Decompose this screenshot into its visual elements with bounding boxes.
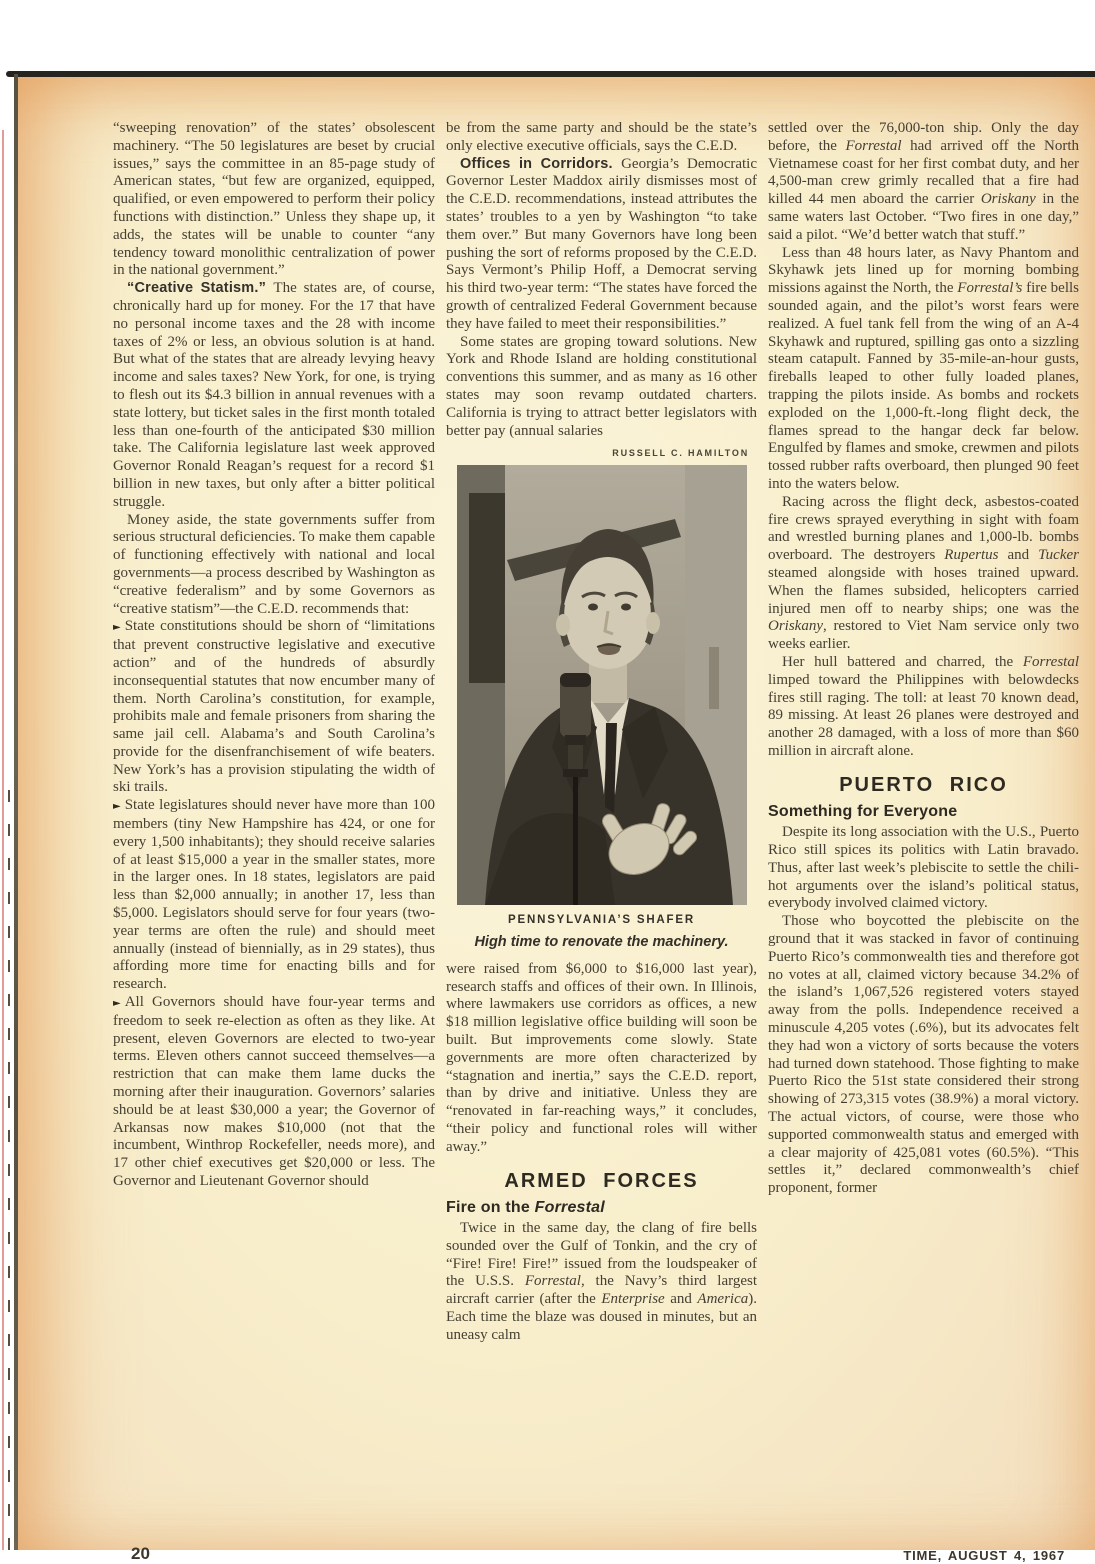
bullet-triangle-icon: ► bbox=[113, 801, 121, 813]
article-paragraph bbox=[768, 120, 1079, 245]
text-segment: Less than 48 hours later, as Navy Phantom and Skyhawk jets lined up for morning bombing missions against the North, the bbox=[768, 244, 1079, 297]
article-paragraph bbox=[446, 334, 757, 441]
text-segment: Forrestal bbox=[534, 1199, 605, 1217]
run-in-heading: Offices in Corridors. bbox=[460, 155, 622, 172]
text-segment: settled over the 76,000-ton ship. Only the day before, the bbox=[768, 120, 1079, 154]
text-segment: Despite its long association with the U.S., Puerto Rico still spices its politics with Latin bravado. Thus, after last week’s plebiscite to settle the chili-hot arguments over the island’s political status, everybody involved claimed victory. bbox=[768, 824, 1079, 912]
text-segment: had arrived off the North Vietnamese coast for her first combat duty, and her 4,500-man crew grimly recalled that a fire had killed 44 men aboard the carrier bbox=[768, 137, 1080, 208]
text-segment: “sweeping renovation” of the states’ obsolescent machinery. “The 50 legislatures are beset by crucial issues,” says the committee in an 85-page study of American states, “but few are organized, equipped, qualified, or even empowered to perform their policy functions with distinction.” Unless they shape up, it adds, the states will be unable to counter “any tendency toward monolithic centralization of power in the national government.” bbox=[113, 120, 435, 279]
article-paragraph bbox=[768, 245, 1079, 494]
section-heading-puerto-rico: PUERTO RICO bbox=[839, 773, 1008, 796]
text-segment: The states are, of course, chronically hard up for money. For the 17 that have no personal income taxes and the 28 with income taxes of 2% or less, an obvious solution is at hand. But what of the states that are already levying heavy income and sales taxes? New York, for one, is trying to flesh out its $4.3 billion in annual revenues with a state lottery, but ticket sales in the first month totaled less than one-fourth of the anticipated $30 million take. The California legislature last week approved Governor Ronald Reagan’s request for a record $1 billion in new taxes, but only after a bitter political struggle. bbox=[113, 280, 435, 510]
bullet-triangle-icon: ► bbox=[113, 998, 121, 1010]
text-segment: , restored to Viet Nam service only two weeks earlier. bbox=[768, 618, 1079, 653]
text-segment: Forrestal’s bbox=[957, 280, 1023, 297]
text-segment: be from the same party and should be the state’s only elective executive officials, says the C.E.D. bbox=[446, 120, 757, 154]
bullet-item bbox=[113, 618, 435, 797]
story-heading bbox=[446, 1199, 757, 1217]
text-segment: Forrestal bbox=[845, 137, 902, 154]
text-segment: All Governors should have four-year terms and freedom to seek re-election as often as they like. At present, eleven Governors are elected to two-year terms. Eleven others cannot succeed themselves—a restriction that can make them lame ducks the morning after their inauguration. Governors’ salaries should be at least $30,000 a year; the Governor of Arkansas now makes $10,000 (not that the incumbent, Winthrop Rockefeller, needs more), and 17 other chief executives get $20,000 or less. The Governor and Lieutenant Governor should bbox=[113, 994, 435, 1190]
caption-text: High time to renovate the machinery. bbox=[474, 933, 729, 950]
issue-footer: TIME, AUGUST 4, 1967 bbox=[903, 1548, 1065, 1563]
article-content bbox=[113, 120, 1079, 1345]
photo-caption bbox=[446, 912, 757, 952]
article-paragraph bbox=[768, 494, 1079, 654]
article-paragraph bbox=[113, 512, 435, 619]
story-heading bbox=[768, 803, 1079, 821]
magazine-page bbox=[18, 77, 1095, 1563]
text-segment: Enterprise bbox=[601, 1291, 665, 1308]
page-stack-edge-line bbox=[2, 130, 4, 1550]
text-segment: America bbox=[697, 1291, 749, 1308]
section-heading-armed-forces: ARMED FORCES bbox=[504, 1169, 699, 1192]
portrait-photo-illustration bbox=[457, 465, 747, 905]
photo-credit: RUSSELL C. HAMILTON bbox=[612, 448, 749, 459]
governor-shafer-photo bbox=[457, 465, 747, 905]
column-3 bbox=[768, 120, 1079, 1345]
text-segment: Forrestal bbox=[1022, 653, 1079, 670]
binding-marks bbox=[8, 790, 10, 1550]
text-segment: Fire on the bbox=[446, 1199, 535, 1217]
text-segment: Some states are groping toward solutions. New York and Rhode Island are holding constitutional conventions this summer, and as many as 16 other states may soon revamp outdated charters. California is trying to attract better legislators with better pay (annual salaries bbox=[446, 333, 757, 439]
bullet-item bbox=[113, 994, 435, 1191]
text-segment: Those who boycotted the plebiscite on the ground that it was stacked in favor of continuing Puerto Rico’s commonwealth ties and therefore got no votes at all, claimed victory because 34.2% of the island’s 1,067,526 registered voters stayed away from the polls. Independence received a minuscule 4,205 votes (.6%), but its advocates felt they had won a victory of sorts because the voters had turned down statehood. Those fighting to make Puerto Rico the 51st state considered their strong showing of 273,315 votes (38.9%) a moral victory. The actual victors, of course, were those who supported commonwealth status and emerged with a clear majority of 425,081 votes (60.5%). “This settles it,” declared commonwealth’s chief proponent, former bbox=[768, 913, 1079, 1197]
text-segment: fire bells sounded again, and the pilot’s worst fears were realized. A fuel tank fell from the wing of an A-4 Skyhawk and ruptured, spilling gas onto a sizzling steam catapult. Fanned by 35-mile-an-hour gusts, fireballs leaped to other fully loaded planes, trapping the pilots inside. As bombs and rockets exploded on the 1,000-ft.-long flight deck, the flames spread to the hangar deck far below. Engulfed by flames and smoke, crewmen and pilots tossed rubber rafts overboard, then plunged 90 feet into the waters below. bbox=[768, 280, 1079, 492]
text-segment: State constitutions should be shorn of “limitations that prevent constructive legislative and executive action” and of the hundreds of absurdly inconsequential statutes that now encumber many of them. North Carolina’s constitution, for example, prohibits male and female prisoners from sharing the same jail cell. Alabama’s and South Carolina’s provide for the disenfranchisement of wife beaters. New York’s has a provision stipulating the width of ski trails. bbox=[113, 618, 435, 796]
text-segment: Twice in the same day, the clang of fire bells sounded over the Gulf of Tonkin, and the cry of “Fire! Fire! Fire!” issued from the loudspeaker of the U.S.S. bbox=[446, 1220, 757, 1290]
article-paragraph bbox=[113, 280, 435, 511]
text-segment: Something for Everyone bbox=[768, 803, 958, 821]
text-segment: Oriskany bbox=[768, 618, 823, 635]
text-segment: limped toward the Philippines with belowdecks fires still raging. The toll: at least 70 known dead, 89 missing. At least 26 planes were destroyed and another 28 damaged, with a loss of more than $60 million in aircraft alone. bbox=[768, 671, 1079, 759]
text-segment: Georgia’s Democratic Governor Lester Maddox airily dismisses most of the C.E.D. recommendations, instead attributes the states’ troubles to a yen by Washington “to take them over.” But many Governors have long been pushing the sort of reforms proposed by the C.E.D. Says Vermont’s Philip Hoff, a Democrat serving his third two-year term: “The states have forced the growth of centralized Federal Government because they have failed to meet their responsibilities.” bbox=[446, 155, 758, 332]
text-segment: Her hull battered and charred, the bbox=[782, 653, 1023, 670]
text-segment: and bbox=[664, 1291, 698, 1308]
text-segment: Oriskany bbox=[980, 191, 1036, 208]
text-segment: State legislatures should never have more than 100 members (tiny New Hampshire has 424, or one for every 1,500 inhabitants); they should receive salaries of at least $15,000 a year in the smaller states, more in the larger ones. In 18 states, legislators are paid less than $2,000 annually; in another 17, less than $5,000. Legislators should serve for four years (two-year terms are often the rule) and should meet annually (instead of biennially, as in 29 states), thus affording more time for enacting bills and for research. bbox=[113, 797, 435, 993]
text-segment: Forrestal bbox=[524, 1273, 581, 1290]
text-segment: Money aside, the state governments suffer from serious structural deficiencies. To make them capable of functioning effectively with national and local governments—a process described by Washington as “creative federalism” and by some Governors as “creative statism”—the C.E.D. recommends that: bbox=[113, 511, 435, 617]
bullet-triangle-icon: ► bbox=[113, 622, 121, 634]
column-2 bbox=[446, 120, 757, 1345]
text-segment: Tucker bbox=[1038, 547, 1079, 564]
article-paragraph bbox=[768, 824, 1079, 913]
article-paragraph bbox=[768, 654, 1079, 761]
run-in-heading: “Creative Statism.” bbox=[127, 280, 274, 297]
text-segment: were raised from $6,000 to $16,000 last year), research staffs and offices of their own. In Illinois, where lawmakers use corridors as offices, a new $18 million legislative office building will soon be built. But improvements come slowly. State governments are more often characterized by “stagnation and inertia,” says the C.E.D. report, than by drive and initiative. Unless they are “renovated in far-reaching ways,” it concludes, “their policy and functional roles will wither away.” bbox=[446, 960, 757, 1155]
column-1 bbox=[113, 120, 435, 1345]
text-segment: and bbox=[998, 547, 1039, 564]
text-segment: ). Each time the blaze was doused in minutes, but an uneasy calm bbox=[446, 1291, 757, 1343]
text-segment: Rupertus bbox=[944, 547, 999, 564]
bullet-item bbox=[113, 797, 435, 994]
article-paragraph bbox=[446, 961, 757, 1157]
article-paragraph bbox=[113, 120, 435, 280]
text-segment: steamed alongside with hoses trained upward. When the flames subsided, helicopters carried injured men off to nearby ships; one was the bbox=[768, 564, 1079, 617]
text-segment: Racing across the flight deck, asbestos-coated fire crews sprayed everything in sight with foam and wrestled burning planes and 1,000-lb. bombs overboard. The destroyers bbox=[768, 493, 1079, 564]
caption-title: PENNSYLVANIA’S SHAFER bbox=[508, 914, 695, 927]
text-segment: in the same waters last October. “Two fires in one day,” said a pilot. “We’d better watch that stuff.” bbox=[768, 191, 1079, 243]
article-paragraph bbox=[446, 156, 757, 334]
article-paragraph bbox=[446, 1220, 757, 1345]
text-segment: , the Navy’s third largest aircraft carrier (after the bbox=[446, 1273, 757, 1308]
article-paragraph bbox=[768, 913, 1079, 1198]
article-paragraph bbox=[446, 120, 757, 156]
page-number: 20 bbox=[131, 1544, 150, 1563]
